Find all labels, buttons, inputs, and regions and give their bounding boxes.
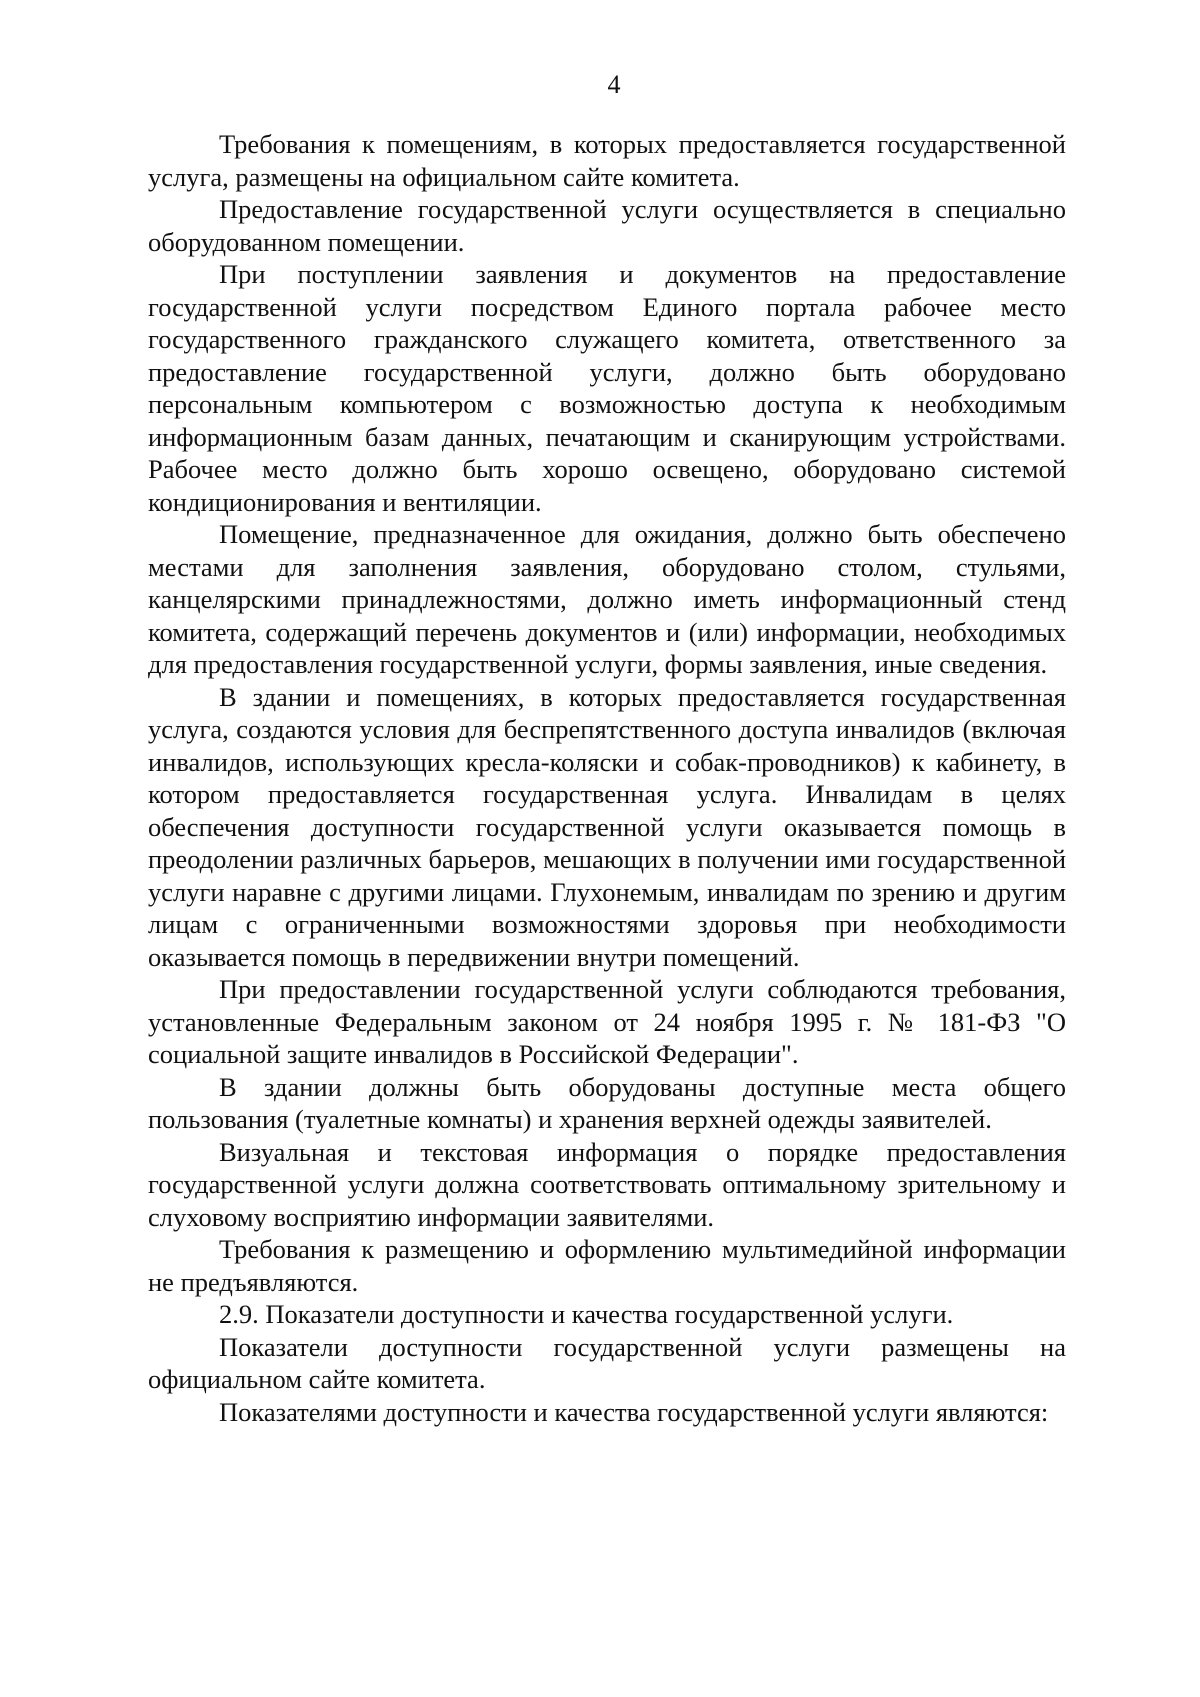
paragraph-premises-requirements: Требования к помещениям, в которых предоставляется государственной услуга, размещены на официальном сайте комитета.: [148, 129, 1066, 192]
paragraph-waiting-room: Помещение, предназначенное для ожидания, должно быть обеспечено местами для заполнения заявления, оборудовано столом, стульями, канцелярскими принадлежностями, должно иметь информационный стенд комитета, содержащий перечень документов и (или) информации, необходимых для предоставления государственной услуги, формы заявления, иные сведения.: [148, 519, 1066, 679]
paragraph-multimedia: Требования к размещению и оформлению мультимедийной информации не предъявляются.: [148, 1234, 1066, 1297]
paragraph-indicators-published: Показатели доступности государственной услуги размещены на официальном сайте комитета.: [148, 1331, 1066, 1394]
paragraph-common-areas: В здании должны быть оборудованы доступные места общего пользования (туалетные комнаты) и хранения верхней одежды заявителей.: [148, 1071, 1066, 1134]
page-number: 4: [607, 70, 621, 99]
paragraph-disabled-access: В здании и помещениях, в которых предоставляется государственная услуга, создаются условия для беспрепятственного доступа инвалидов (включая инвалидов, использующих кресла-коляски и собак-проводников) к кабинету, в котором предоставляется государственная услуга. Инвалидам в целях обеспечения доступности государственной услуги оказывается помощь в преодолении различных барьеров, мешающих в получении ими государственной услуги наравне с другими лицами. Глухонемым, инвалидам по зрению и другим лицам с ограниченными возможностями здоровья при необходимости оказывается помощь в передвижении внутри помещений.: [148, 681, 1066, 972]
paragraph-visual-information: Визуальная и текстовая информация о порядке предоставления государственной услуги должна соответствовать оптимальному зрительному и слуховому восприятию информации заявителями.: [148, 1136, 1066, 1232]
paragraph-indicators-list-intro: Показателями доступности и качества государственной услуги являются:: [219, 1396, 1049, 1427]
section-heading-2-9: 2.9. Показатели доступности и качества государственной услуги.: [219, 1299, 954, 1329]
paragraph-special-premises: Предоставление государственной услуги осуществляется в специально оборудованном помещении.: [148, 194, 1066, 257]
paragraph-federal-law: При предоставлении государственной услуги соблюдаются требования, установленные Федеральным законом от 24 ноября 1995 г. № 181-ФЗ "О социальной защите инвалидов в Российской Федерации".: [148, 974, 1066, 1069]
paragraph-workplace-equipment: При поступлении заявления и документов на предоставление государственной услуги посредством Единого портала рабочее место государственного гражданского служащего комитета, ответственного за предоставление государственной услуги, должно быть оборудовано персональным компьютером с возможностью доступа к необходимым информационным базам данных, печатающим и сканирующим устройствами. Рабочее место должно быть хорошо освещено, оборудовано системой кондиционирования и вентиляции.: [148, 259, 1066, 517]
document-body: [148, 128, 1066, 1428]
